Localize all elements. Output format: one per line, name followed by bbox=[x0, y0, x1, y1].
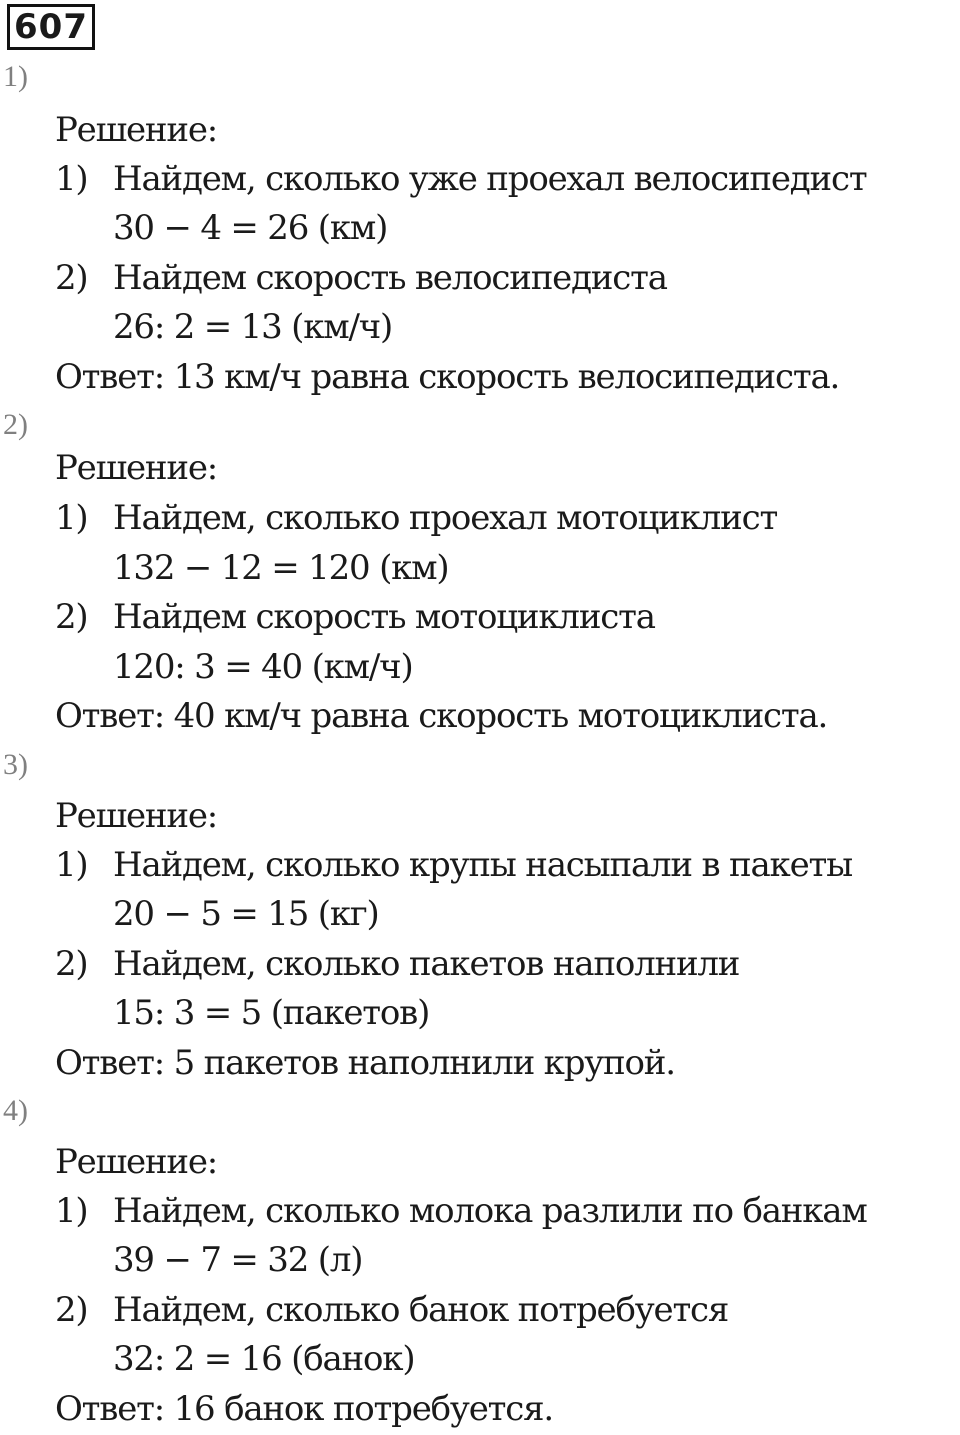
step-calculation: 30 − 4 = 26 (км) bbox=[113, 208, 388, 248]
part-label: 4) bbox=[3, 1094, 28, 1127]
step-text: Найдем скорость велосипедиста bbox=[113, 258, 667, 298]
solution-title: Решение: bbox=[55, 448, 218, 488]
step-number: 2) bbox=[55, 944, 88, 984]
step-calculation: 39 − 7 = 32 (л) bbox=[113, 1240, 363, 1280]
part-label: 1) bbox=[3, 60, 28, 93]
solution-title: Решение: bbox=[55, 1142, 218, 1182]
step-number: 1) bbox=[55, 498, 88, 538]
step-text: Найдем, сколько уже проехал велосипедист bbox=[113, 159, 867, 199]
step-text: Найдем, сколько крупы насыпали в пакеты bbox=[113, 845, 853, 885]
step-calculation: 32: 2 = 16 (банок) bbox=[113, 1339, 415, 1379]
step-calculation: 132 − 12 = 120 (км) bbox=[113, 548, 449, 588]
part-label: 2) bbox=[3, 408, 28, 441]
answer: Ответ: 5 пакетов наполнили крупой. bbox=[55, 1043, 675, 1083]
step-number: 2) bbox=[55, 258, 88, 298]
answer: Ответ: 13 км/ч равна скорость велосипедиста. bbox=[55, 357, 840, 397]
step-text: Найдем, сколько пакетов наполнили bbox=[113, 944, 740, 984]
step-number: 1) bbox=[55, 845, 88, 885]
step-number: 1) bbox=[55, 1191, 88, 1231]
answer: Ответ: 40 км/ч равна скорость мотоциклиста. bbox=[55, 696, 828, 736]
step-number: 1) bbox=[55, 159, 88, 199]
step-calculation: 20 − 5 = 15 (кг) bbox=[113, 894, 379, 934]
step-text: Найдем, сколько молока разлили по банкам bbox=[113, 1191, 867, 1231]
task-number: 607 bbox=[7, 4, 95, 50]
step-calculation: 26: 2 = 13 (км/ч) bbox=[113, 307, 393, 347]
step-text: Найдем, сколько проехал мотоциклист bbox=[113, 498, 778, 538]
step-number: 2) bbox=[55, 597, 88, 637]
step-calculation: 15: 3 = 5 (пакетов) bbox=[113, 993, 430, 1033]
answer: Ответ: 16 банок потребуется. bbox=[55, 1389, 553, 1429]
step-text: Найдем скорость мотоциклиста bbox=[113, 597, 655, 637]
step-text: Найдем, сколько банок потребуется bbox=[113, 1290, 729, 1330]
step-number: 2) bbox=[55, 1290, 88, 1330]
solution-title: Решение: bbox=[55, 796, 218, 836]
part-label: 3) bbox=[3, 748, 28, 781]
solution-title: Решение: bbox=[55, 110, 218, 150]
step-calculation: 120: 3 = 40 (км/ч) bbox=[113, 647, 413, 687]
